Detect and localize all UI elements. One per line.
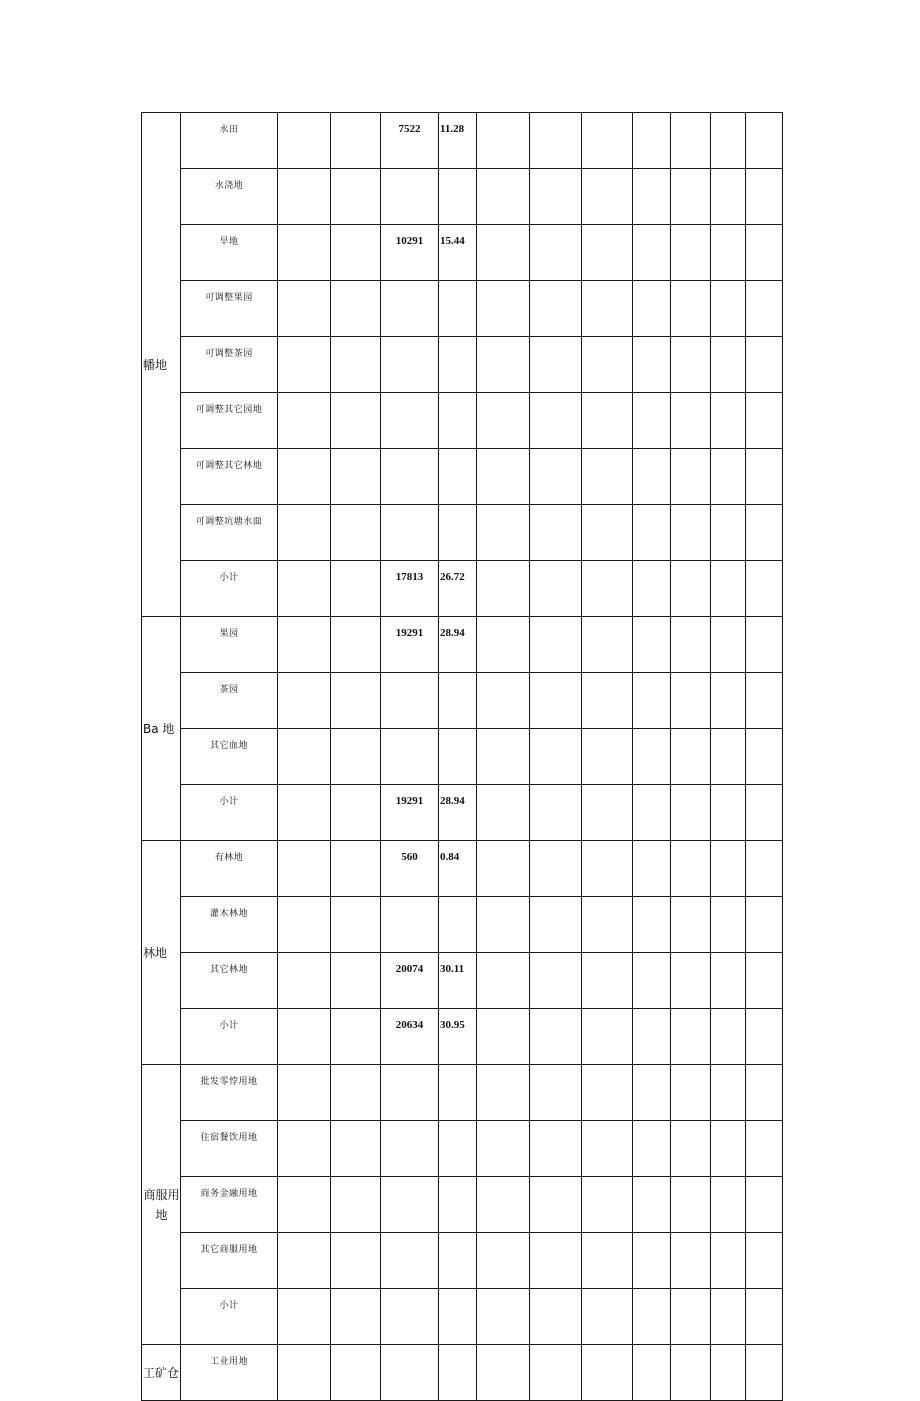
item-name: 其它林地	[181, 953, 278, 1009]
area-value	[381, 393, 439, 449]
area-value: 10291	[381, 225, 439, 281]
table-row	[142, 1233, 783, 1289]
percent-value: 0.84	[439, 841, 477, 897]
item-name: 旱地	[181, 225, 278, 281]
table-row	[142, 1121, 783, 1177]
table-row	[142, 337, 783, 393]
item-name: 其它血地	[181, 729, 278, 785]
percent-value	[439, 393, 477, 449]
percent-value: 30.11	[439, 953, 477, 1009]
area-value: 560	[381, 841, 439, 897]
area-value: 20074	[381, 953, 439, 1009]
item-name: 商务金融用地	[181, 1177, 278, 1233]
category-cell	[142, 1065, 181, 1345]
area-value	[381, 1121, 439, 1177]
item-name: 住宿餐饮用地	[181, 1121, 278, 1177]
percent-value: 15.44	[439, 225, 477, 281]
item-name: 灌木林地	[181, 897, 278, 953]
item-name: 其它商服用地	[181, 1233, 278, 1289]
table-row	[142, 393, 783, 449]
item-name: 可调整果园	[181, 281, 278, 337]
percent-value	[439, 449, 477, 505]
item-name: 小计	[181, 1009, 278, 1065]
item-name: 小计	[181, 785, 278, 841]
category-cell: Ba 地	[142, 617, 181, 841]
area-value: 19291	[381, 785, 439, 841]
category-line-1: 商服用	[143, 1187, 180, 1202]
item-name: 有林地	[181, 841, 278, 897]
table-row	[142, 1009, 783, 1065]
percent-value: 30.95	[439, 1009, 477, 1065]
table-row	[142, 113, 783, 169]
percent-value	[439, 1065, 477, 1121]
area-value	[381, 1233, 439, 1289]
area-value	[381, 169, 439, 225]
percent-value	[439, 505, 477, 561]
percent-value	[439, 1345, 477, 1401]
percent-value	[439, 1289, 477, 1345]
percent-value	[439, 729, 477, 785]
area-value: 20634	[381, 1009, 439, 1065]
percent-value	[439, 337, 477, 393]
item-name: 小计	[181, 1289, 278, 1345]
area-value	[381, 281, 439, 337]
table-row	[142, 561, 783, 617]
table-row	[142, 1065, 783, 1121]
item-name: 可调整其它林地	[181, 449, 278, 505]
item-name: 茶园	[181, 673, 278, 729]
table-row	[142, 673, 783, 729]
percent-value: 26.72	[439, 561, 477, 617]
area-value	[381, 1177, 439, 1233]
table-row	[142, 1345, 783, 1401]
item-name: 工业用地	[181, 1345, 278, 1401]
percent-value: 11.28	[439, 113, 477, 169]
area-value	[381, 1345, 439, 1401]
category-cell: 幡地	[142, 113, 181, 617]
land-use-table	[141, 112, 783, 1401]
area-value: 17813	[381, 561, 439, 617]
table-row	[142, 785, 783, 841]
percent-value	[439, 1177, 477, 1233]
area-value	[381, 729, 439, 785]
table-row	[142, 281, 783, 337]
table-row	[142, 1289, 783, 1345]
category-cell: 林地	[142, 841, 181, 1065]
item-name: 可调整其它园地	[181, 393, 278, 449]
percent-value	[439, 1121, 477, 1177]
item-name: 果园	[181, 617, 278, 673]
table-row	[142, 897, 783, 953]
category-line-2: 地	[155, 1207, 168, 1222]
area-value	[381, 505, 439, 561]
table-row	[142, 953, 783, 1009]
table-row	[142, 729, 783, 785]
table-row	[142, 505, 783, 561]
percent-value: 28.94	[439, 617, 477, 673]
item-name: 可调整坑塘水面	[181, 505, 278, 561]
percent-value	[439, 673, 477, 729]
percent-value	[439, 169, 477, 225]
area-value	[381, 337, 439, 393]
item-name: 水田	[181, 113, 278, 169]
area-value	[381, 449, 439, 505]
table-row	[142, 225, 783, 281]
table-row	[142, 1177, 783, 1233]
percent-value	[439, 1233, 477, 1289]
area-value: 19291	[381, 617, 439, 673]
table-row	[142, 617, 783, 673]
area-value	[381, 1065, 439, 1121]
table-row	[142, 841, 783, 897]
item-name: 小计	[181, 561, 278, 617]
percent-value: 28.94	[439, 785, 477, 841]
area-value	[381, 897, 439, 953]
area-value: 7522	[381, 113, 439, 169]
area-value	[381, 673, 439, 729]
table-row	[142, 449, 783, 505]
item-name: 批发零悖用地	[181, 1065, 278, 1121]
item-name: 可调整茶园	[181, 337, 278, 393]
category-cell: 工矿仓	[142, 1345, 181, 1401]
item-name: 水浇地	[181, 169, 278, 225]
table-row	[142, 169, 783, 225]
percent-value	[439, 281, 477, 337]
area-value	[381, 1289, 439, 1345]
percent-value	[439, 897, 477, 953]
